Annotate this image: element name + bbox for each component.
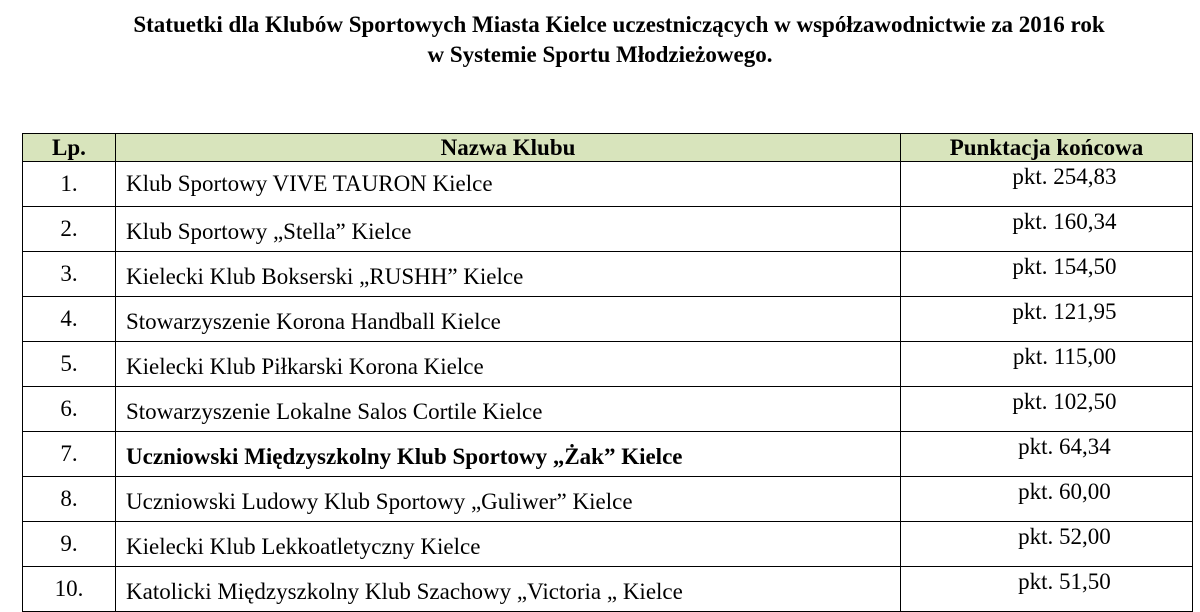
title-line-2: w Systemie Sportu Młodzieżowego. (427, 42, 773, 67)
table-header-row (23, 134, 1193, 162)
header-club-name: Nazwa Klubu (116, 134, 901, 162)
row-club-name: Uczniowski Ludowy Klub Sportowy „Guliwer” Kielce (116, 477, 901, 522)
title-line-1: Statuetki dla Klubów Sportowych Miasta Kielce uczestniczących w współzawodnictwie za 2016 rok (133, 12, 1105, 37)
table-row (23, 297, 1193, 342)
row-final-score: pkt. 254,83 (901, 162, 1193, 207)
row-lp: 6. (23, 387, 116, 432)
row-club-name: Kielecki Klub Lekkoatletyczny Kielce (116, 522, 901, 567)
row-club-name: Klub Sportowy „Stella” Kielce (116, 207, 901, 252)
row-final-score: pkt. 160,34 (901, 207, 1193, 252)
row-lp: 10. (23, 567, 116, 612)
table-row (23, 477, 1193, 522)
row-lp: 9. (23, 522, 116, 567)
row-lp: 4. (23, 297, 116, 342)
row-lp: 7. (23, 432, 116, 477)
header-final-score: Punktacja końcowa (901, 134, 1193, 162)
row-club-name: Kielecki Klub Bokserski „RUSHH” Kielce (116, 252, 901, 297)
row-final-score: pkt. 52,00 (901, 522, 1193, 567)
row-club-name: Klub Sportowy VIVE TAURON Kielce (116, 162, 901, 207)
header-lp: Lp. (23, 134, 116, 162)
row-club-name: Stowarzyszenie Korona Handball Kielce (116, 297, 901, 342)
document-title (0, 10, 1200, 70)
row-club-name: Uczniowski Międzyszkolny Klub Sportowy „Żak” Kielce (116, 432, 901, 477)
row-final-score: pkt. 60,00 (901, 477, 1193, 522)
table-body (23, 162, 1193, 612)
table-row (23, 252, 1193, 297)
row-lp: 2. (23, 207, 116, 252)
table-row (23, 162, 1193, 207)
row-final-score: pkt. 51,50 (901, 567, 1193, 612)
table-row (23, 387, 1193, 432)
table-row (23, 522, 1193, 567)
table-row (23, 207, 1193, 252)
row-club-name: Stowarzyszenie Lokalne Salos Cortile Kielce (116, 387, 901, 432)
table-row (23, 567, 1193, 612)
row-club-name: Katolicki Międzyszkolny Klub Szachowy „Victoria „ Kielce (116, 567, 901, 612)
row-final-score: pkt. 121,95 (901, 297, 1193, 342)
row-lp: 3. (23, 252, 116, 297)
row-lp: 1. (23, 162, 116, 207)
table-row (23, 432, 1193, 477)
results-table (22, 133, 1193, 612)
row-club-name: Kielecki Klub Piłkarski Korona Kielce (116, 342, 901, 387)
row-lp: 8. (23, 477, 116, 522)
row-final-score: pkt. 102,50 (901, 387, 1193, 432)
row-lp: 5. (23, 342, 116, 387)
row-final-score: pkt. 115,00 (901, 342, 1193, 387)
row-final-score: pkt. 64,34 (901, 432, 1193, 477)
row-final-score: pkt. 154,50 (901, 252, 1193, 297)
table-row (23, 342, 1193, 387)
